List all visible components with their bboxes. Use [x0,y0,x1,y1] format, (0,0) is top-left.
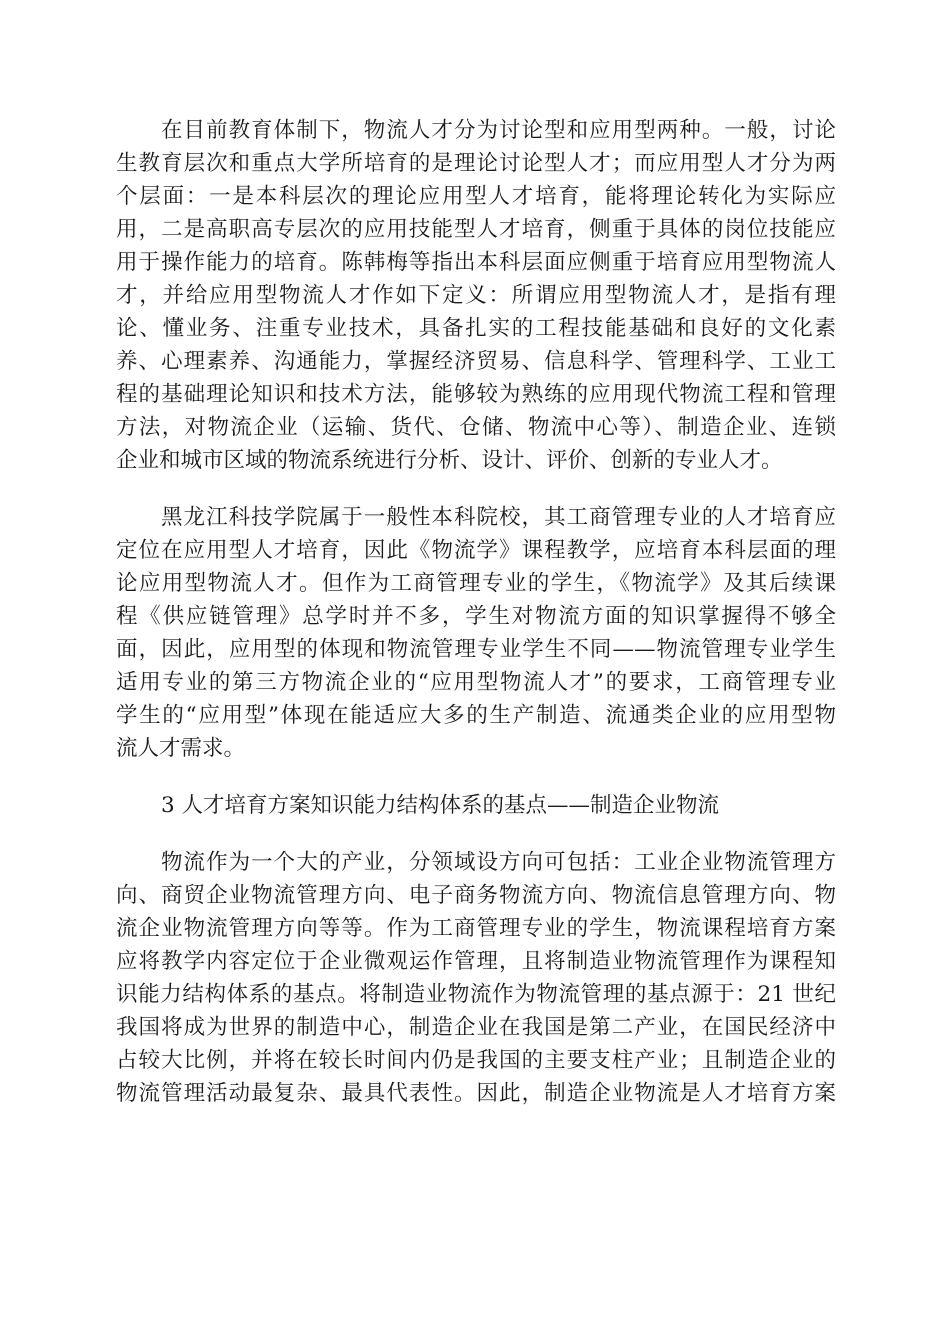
text-line: 才，并给应用型物流人才作如下定义：所谓应用型物流人才，是指有理 [116,283,836,308]
text-line: 方法，对物流企业（运输、货代、仓储、物流中心等）、制造企业、连锁 [116,415,836,440]
text-line: 物流作为一个大的产业，分领域设方向可包括：工业企业物流管理方 [161,850,836,875]
text-line: 定位在应用型人才培育，因此《物流学》课程教学，应培育本科层面的理 [116,538,836,563]
text-line: 面，因此，应用型的体现和物流管理专业学生不同——物流管理专业学生 [116,637,836,662]
text-line: 程《供应链管理》总学时并不多，学生对物流方面的知识掌握得不够全 [116,604,836,629]
text-line: 企业和城市区域的物流系统进行分析、设计、评价、创新的专业人才。 [116,448,783,473]
section-heading: 3 人才培育方案知识能力结构体系的基点——制造企业物流 [161,793,720,818]
text-line: 黑龙江科技学院属于一般性本科院校，其工商管理专业的人才培育应 [161,505,836,530]
text-line: 占较大比例，并将在较长时间内仍是我国的主要支柱产业；且制造企业的 [116,1048,836,1073]
text-line: 个层面：一是本科层次的理论应用型人才培育，能将理论转化为实际应 [116,184,836,209]
text-line: 用于操作能力的培育。陈韩梅等指出本科层面应侧重于培育应用型物流人 [116,250,836,275]
text-line: 流人才需求。 [116,736,246,761]
text-line: 论、懂业务、注重专业技术，具备扎实的工程技能基础和良好的文化素 [116,316,836,341]
text-line: 流企业物流管理方向等等。作为工商管理专业的学生，物流课程培育方案 [116,916,836,941]
text-line: 程的基础理论知识和技术方法，能够较为熟练的应用现代物流工程和管理 [116,382,836,407]
text-line: 在目前教育体制下，物流人才分为讨论型和应用型两种。一般，讨论 [161,118,836,143]
text-line: 用，二是高职高专层次的应用技能型人才培育，侧重于具体的岗位技能应 [116,217,836,242]
text-line: 养、心理素养、沟通能力，掌握经济贸易、信息科学、管理科学、工业工 [116,349,836,374]
text-line: 适用专业的第三方物流企业的“应用型物流人才”的要求，工商管理专业 [116,670,836,695]
text-line: 向、商贸企业物流管理方向、电子商务物流方向、物流信息管理方向、物 [116,883,836,908]
text-line: 生教育层次和重点大学所培育的是理论讨论型人才；而应用型人才分为两 [116,151,836,176]
text-line: 物流管理活动最复杂、最具代表性。因此，制造企业物流是人才培育方案 [116,1081,836,1106]
text-line: 应将教学内容定位于企业微观运作管理，且将制造业物流管理作为课程知 [116,949,836,974]
text-line: 识能力结构体系的基点。将制造业物流作为物流管理的基点源于：21 世纪 [116,982,836,1007]
text-line: 论应用型物流人才。但作为工商管理专业的学生，《物流学》及其后续课 [116,571,836,596]
text-line: 我国将成为世界的制造中心，制造企业在我国是第二产业，在国民经济中 [116,1015,836,1040]
text-line: 学生的“应用型”体现在能适应大多的生产制造、流通类企业的应用型物 [116,703,836,728]
